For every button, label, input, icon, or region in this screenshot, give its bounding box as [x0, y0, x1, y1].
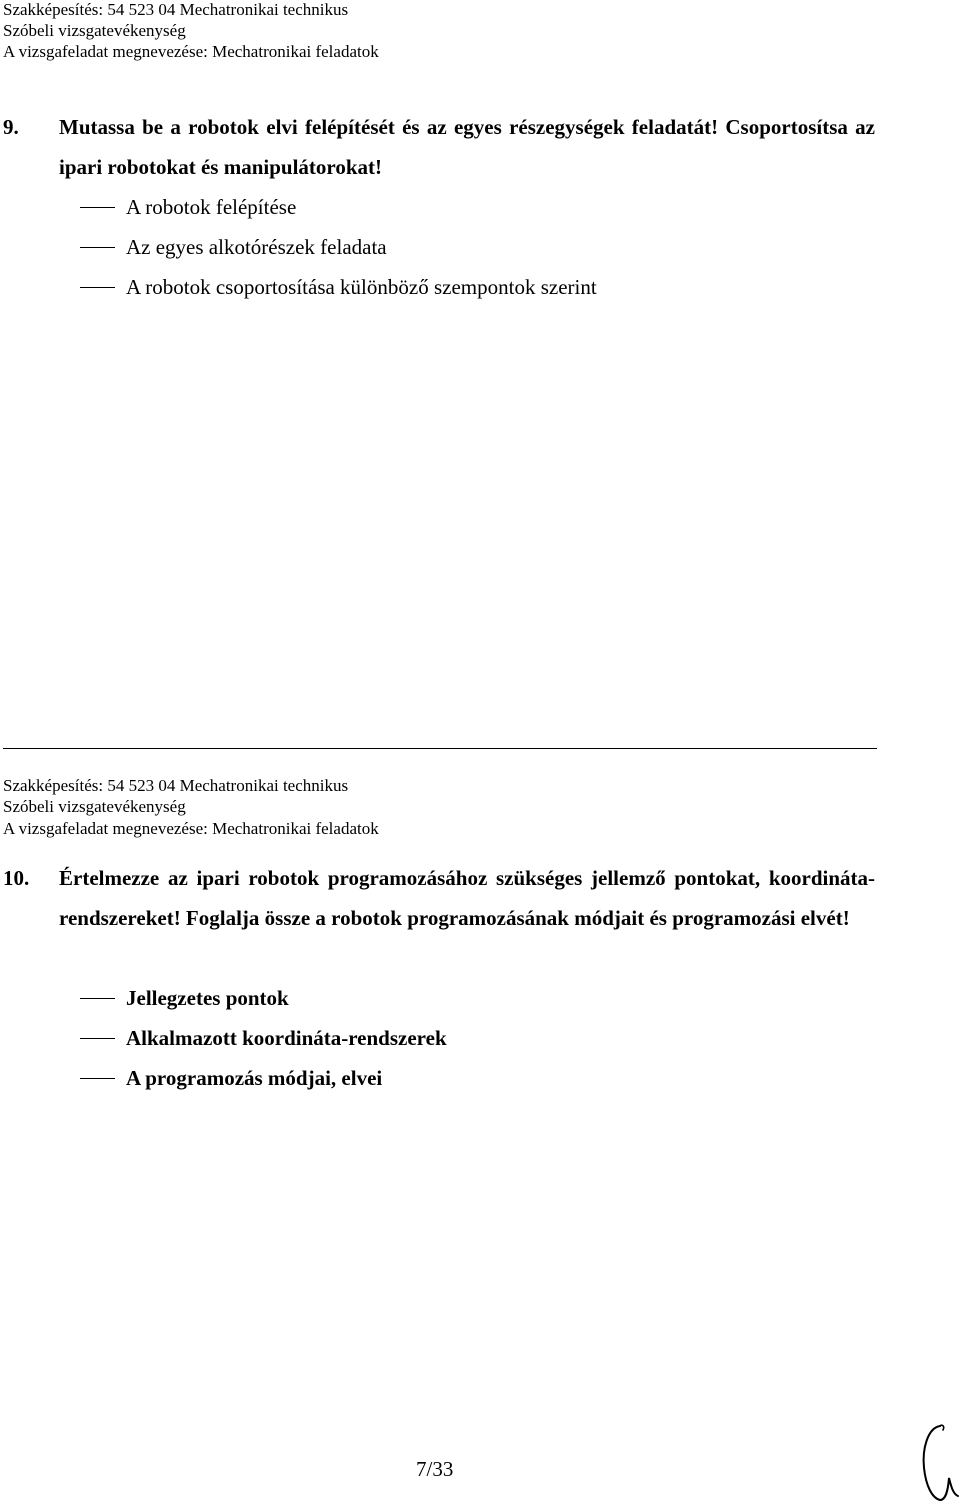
- list-item-label: A programozás módjai, elvei: [126, 1066, 383, 1090]
- list-item-label: Alkalmazott koordináta-rendszerek: [126, 1026, 447, 1050]
- list-item-label: A robotok csoportosítása különböző szempontok szerint: [126, 275, 597, 299]
- header-exam-activity: Szóbeli vizsgatevékenység: [3, 21, 186, 40]
- header-exam-activity: Szóbeli vizsgatevékenység: [3, 797, 186, 816]
- page-number: 7/33: [416, 1457, 454, 1481]
- question-text: Értelmezze az ipari robotok programozásához szükséges jellemző pontokat, koordináta-rendszereket! Foglalja össze a robotok programozásának módjait és programozási elvét!: [59, 866, 875, 930]
- question-text: Mutassa be a robotok elvi felépítését és az egyes részegységek feladatát! Csoportosítsa az ipari robotokat és manipulátorokat!: [59, 115, 875, 179]
- header-qualification: Szakképesítés: 54 523 04 Mechatronikai technikus: [3, 776, 349, 795]
- question-number: 9.: [3, 115, 19, 139]
- dash-bullet: [80, 207, 115, 208]
- dash-bullet: [80, 247, 115, 248]
- question-number: 10.: [3, 866, 30, 890]
- question-10: [3, 858, 875, 938]
- header-task-name: A vizsgafeladat megnevezése: Mechatronikai feladatok: [3, 819, 379, 838]
- page-divider: [3, 748, 877, 749]
- dash-bullet: [80, 1038, 115, 1039]
- list-item-label: Az egyes alkotórészek feladata: [126, 235, 387, 259]
- question-9: [3, 107, 875, 187]
- list-item-label: A robotok felépítése: [126, 195, 297, 219]
- dash-bullet: [80, 1078, 115, 1079]
- dash-bullet: [80, 287, 115, 288]
- header-qualification: Szakképesítés: 54 523 04 Mechatronikai technikus: [3, 0, 349, 19]
- dash-bullet: [80, 998, 115, 999]
- list-item-label: Jellegzetes pontok: [126, 986, 289, 1010]
- signature-mark: [918, 1420, 960, 1503]
- header-task-name: A vizsgafeladat megnevezése: Mechatronikai feladatok: [3, 42, 379, 61]
